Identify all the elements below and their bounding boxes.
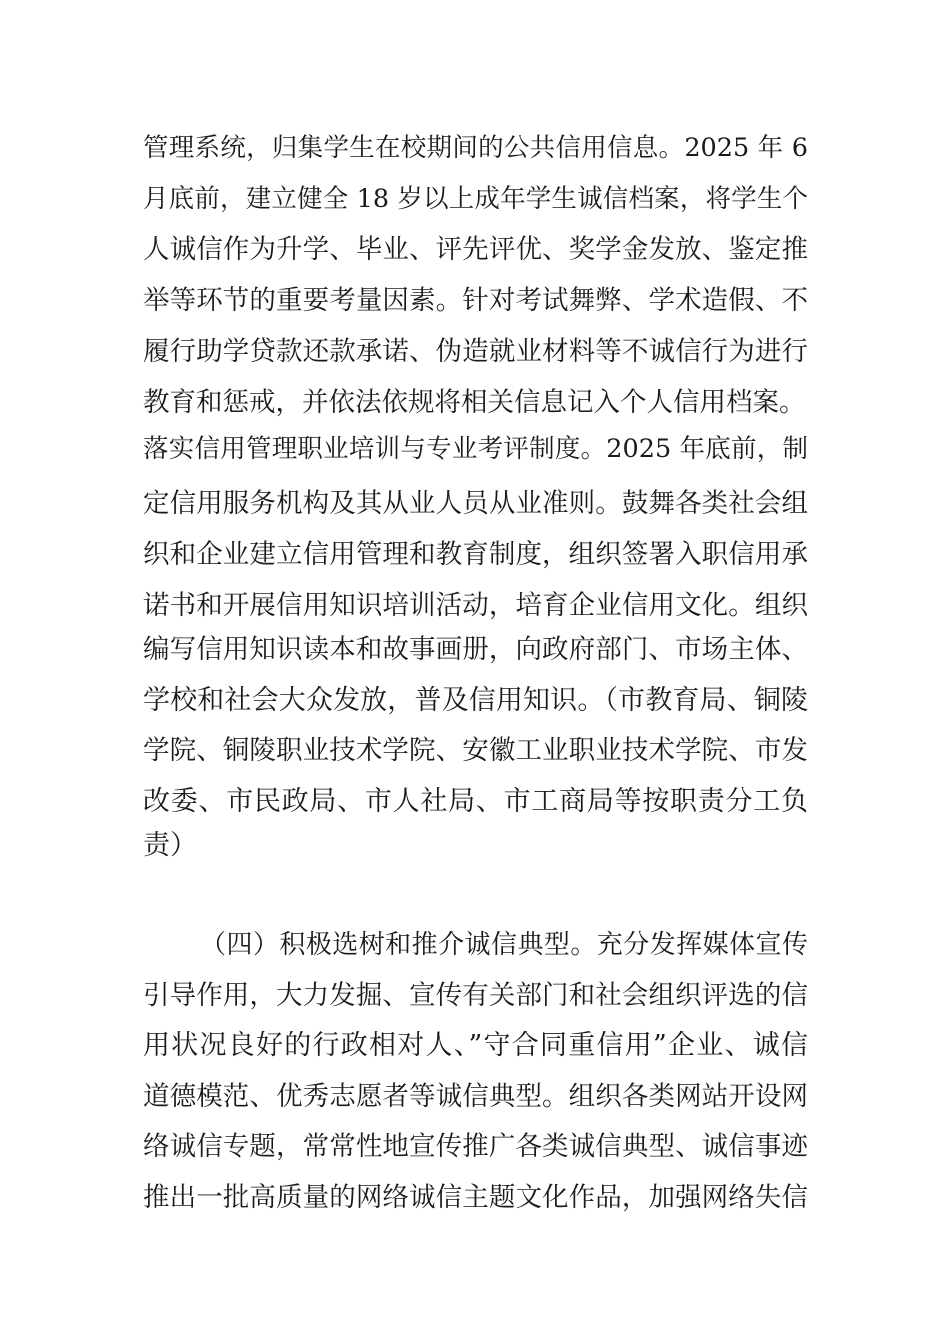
paragraph-line: 学院、铜陵职业技术学院、安徽工业职业技术学院、市发 bbox=[143, 735, 808, 766]
paragraph-line: 人诚信作为升学、毕业、评先评优、奖学金发放、鉴定推 bbox=[143, 234, 808, 265]
paragraph-line: 道德模范、优秀志愿者等诚信典型。组织各类网站开设网 bbox=[143, 1081, 808, 1112]
paragraph-line: 织和企业建立信用管理和教育制度，组织签署入职信用承 bbox=[143, 539, 808, 570]
paragraph-line: 用状况良好的行政相对人、”守合同重信用”企业、诚信 bbox=[143, 1030, 808, 1061]
paragraph-line: 编写信用知识读本和故事画册，向政府部门、市场主体、 bbox=[143, 634, 808, 665]
paragraph-line: 定信用服务机构及其从业人员从业准则。鼓舞各类社会组 bbox=[143, 488, 808, 519]
paragraph-line: 引导作用，大力发掘、宣传有关部门和社会组织评选的信 bbox=[143, 980, 808, 1011]
paragraph-line: 学校和社会大众发放，普及信用知识。（市教育局、铜陵 bbox=[143, 685, 808, 716]
paragraph-line: 诺书和开展信用知识培训活动，培育企业信用文化。组织 bbox=[143, 590, 808, 621]
section-heading-line: （四）积极选树和推介诚信典型。充分发挥媒体宣传 bbox=[200, 930, 808, 960]
paragraph-line: 改委、市民政局、市人社局、市工商局等按职责分工负 bbox=[143, 786, 808, 817]
paragraph-line: 月底前，建立健全 18 岁以上成年学生诚信档案，将学生个 bbox=[143, 184, 808, 214]
paragraph-line: 教育和惩戒，并依法依规将相关信息记入个人信用档案。 bbox=[143, 387, 806, 418]
paragraph-line: 举等环节的重要考量因素。针对考试舞弊、学术造假、不 bbox=[143, 285, 808, 316]
paragraph-line: 管理系统，归集学生在校期间的公共信用信息。2025 年 6 bbox=[143, 133, 808, 163]
paragraph-line: 责） bbox=[143, 830, 197, 861]
paragraph-line: 落实信用管理职业培训与专业考评制度。2025 年底前，制 bbox=[143, 434, 808, 464]
paragraph-line: 络诚信专题，常常性地宣传推广各类诚信典型、诚信事迹 bbox=[143, 1131, 808, 1162]
paragraph-line: 履行助学贷款还款承诺、伪造就业材料等不诚信行为进行 bbox=[143, 336, 808, 367]
paragraph-line: 推出一批高质量的网络诚信主题文化作品，加强网络失信 bbox=[143, 1182, 808, 1213]
